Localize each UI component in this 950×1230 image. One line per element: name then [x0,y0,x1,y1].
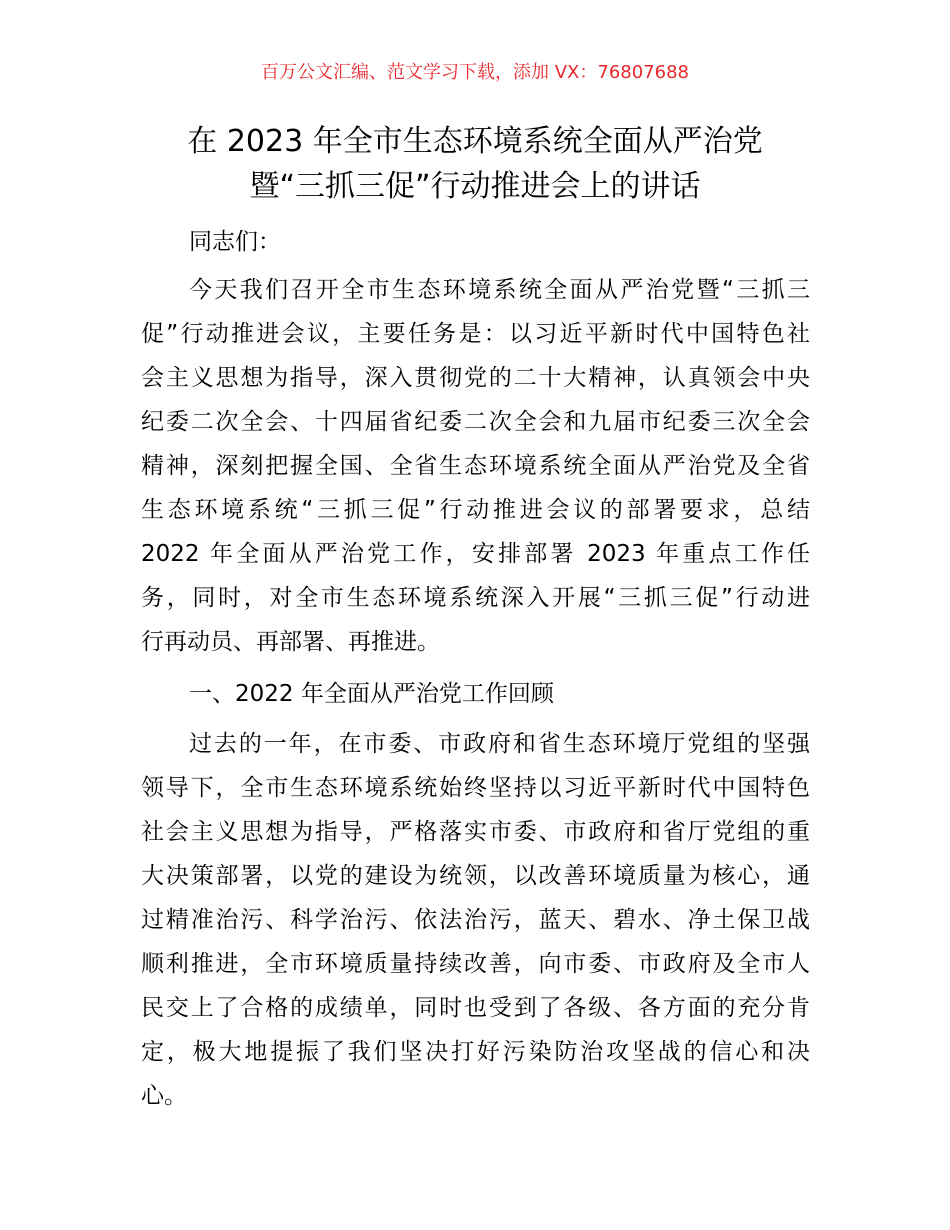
salutation: 同志们： [189,229,281,255]
document-title-line-1: 在 2023 年全市生态环境系统全面从严治党 [187,124,763,159]
section-heading: 一、2022 年全面从严治党工作回顾 [189,681,554,707]
paragraph-line: 过精准治污、科学治污、依法治污，蓝天、碧水、净土保卫战 [141,907,810,933]
paragraph-line: 民交上了合格的成绩单，同时也受到了各级、各方面的充分肯 [141,995,810,1021]
paragraph-line: 2022 年全面从严治党工作，安排部署 2023 年重点工作任 [141,541,810,567]
document-title-line-2: 暨“三抓三促”行动推进会上的讲话 [249,169,701,204]
paragraph-line: 社会主义思想为指导，严格落实市委、市政府和省厅党组的重 [141,819,810,845]
paragraph-line: 过去的一年，在市委、市政府和省生态环境厅党组的坚强 [189,731,810,757]
paragraph-line: 顺利推进，全市环境质量持续改善，向市委、市政府及全市人 [141,951,810,977]
paragraph-line: 生态环境系统“三抓三促”行动推进会议的部署要求，总结 [141,497,810,523]
watermark-banner: 百万公文汇编、范文学习下载，添加 VX：76807688 [261,62,689,83]
paragraph-line: 纪委二次全会、十四届省纪委二次全会和九届市纪委三次全会 [141,409,810,435]
paragraph-line: 领导下，全市生态环境系统始终坚持以习近平新时代中国特色 [141,775,810,801]
paragraph-line: 务，同时，对全市生态环境系统深入开展“三抓三促”行动进 [141,585,810,611]
paragraph-line: 会主义思想为指导，深入贯彻党的二十大精神，认真领会中央 [141,365,810,391]
paragraph-line: 行再动员、再部署、再推进。 [141,629,440,655]
paragraph-line: 今天我们召开全市生态环境系统全面从严治党暨“三抓三 [189,277,810,303]
paragraph-line: 心。 [141,1083,187,1109]
paragraph-line: 定，极大地提振了我们坚决打好污染防治攻坚战的信心和决 [141,1039,810,1065]
paragraph-line: 精神，深刻把握全国、全省生态环境系统全面从严治党及全省 [141,453,810,479]
paragraph-line: 大决策部署，以党的建设为统领，以改善环境质量为核心，通 [141,863,810,889]
paragraph-line: 促”行动推进会议，主要任务是：以习近平新时代中国特色社 [141,321,810,347]
